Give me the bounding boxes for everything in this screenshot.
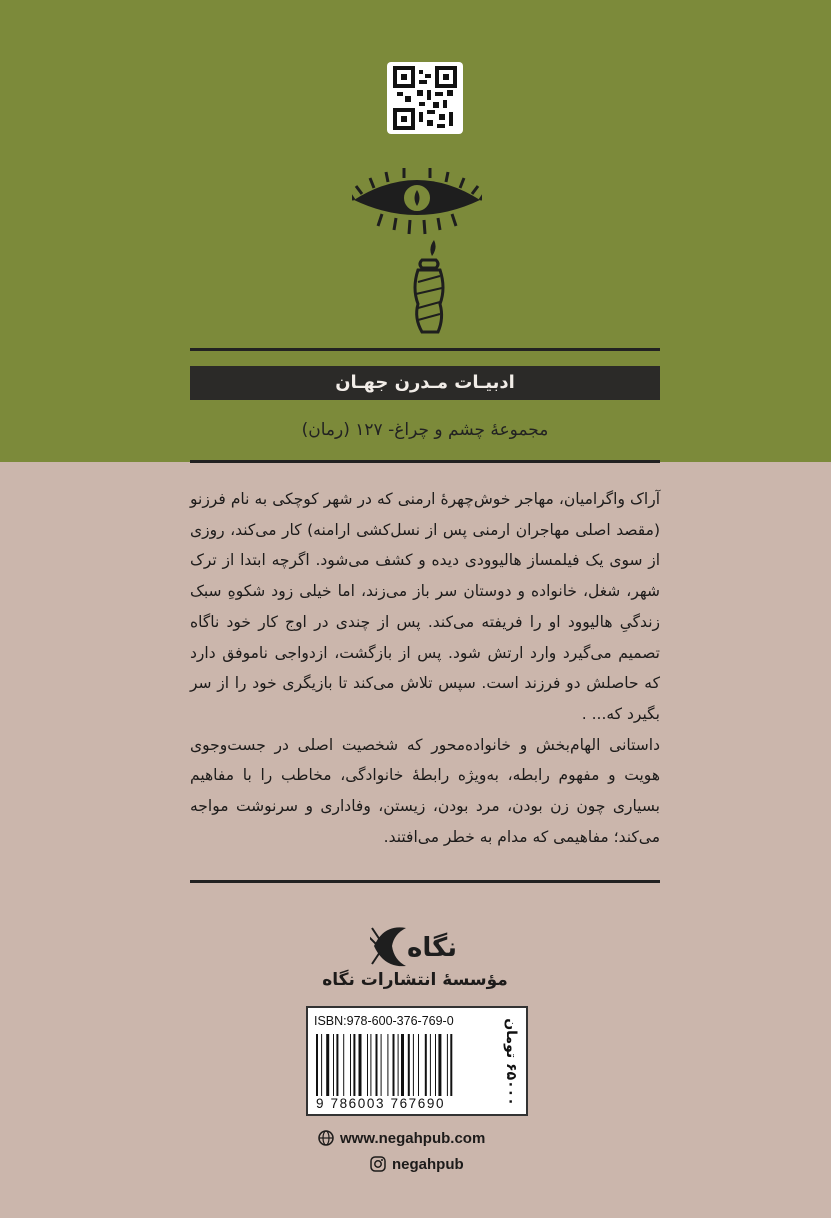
publisher-logo [370,918,466,974]
globe-icon [318,1130,334,1146]
barcode-bar [430,1034,431,1096]
barcode-bar [381,1034,382,1096]
barcode-bar [438,1034,441,1096]
publisher-name: مؤسسهٔ انتشارات نگاه [322,970,508,990]
publisher-logo-word: نگاه [407,933,457,963]
qr-code [387,62,463,134]
blurb-paragraph: داستانی الهام‌بخش و خانواده‌محور که شخصیت اصلی در جست‌وجوی هویت و مفهوم رابطه، به‌ویژه رابطهٔ خانوادگی، مخاطب را با مفاهیم بسیاری چون زن بودن، مرد بودن، زیستن، وفاداری و سرنوشت مواجه می‌کند؛ مفاهیمی که مدام به خطر می‌افتند. [190,735,660,846]
barcode-bar [336,1034,338,1096]
instagram-handle[interactable]: negahpub [392,1155,464,1173]
barcode-bar [326,1034,329,1096]
barcode-bar [413,1034,414,1096]
collection-label: مجموعهٔ چشم و چراغ- ۱۲۷ (رمان) [301,420,549,440]
isbn-digits: 9 786003 767690 [316,1096,446,1111]
barcode-bar [370,1034,371,1096]
price-label: ۶۵۰۰۰ تومان [503,1018,519,1106]
bottom-divider [190,880,660,883]
barcode-bar [321,1034,322,1096]
barcode-bar [387,1034,388,1096]
mid-divider [190,460,660,463]
barcode-bar [393,1034,395,1096]
isbn-label: ISBN:978-600-376-769-0 [314,1014,454,1028]
blurb-paragraph: آراک واگرامیان، مهاجر خوش‌چهرهٔ ارمنی که در شهر کوچکی به نام فرزنو (مقصد اصلی مهاجران ارمنی پس از نسل‌کشی ارامنه) کار می‌کند، روزی از سوی یک فیلمساز هالیوودی دیده و کشف می‌شود. اگرچه ابتدا از ترک شهر، شغل، خانواده و دوستان سر باز می‌زند، اما خیلی زود شکوهِ سبک زندگیِ هالیوود او را فریفته می‌کند. پس از چندی در اوج کار خود ناگاه تصمیم می‌گیرد وارد ارتش شود. پس از بازگشت، ازدواجی ناموفق دارد که حاصلش دو فرزند است. سپس تلاش می‌کند تا بازیگری خود را از سر بگیرد که... . [190,490,660,723]
barcode [316,1034,494,1096]
eye-lamp-emblem [352,168,482,338]
barcode-bar [343,1034,344,1096]
barcode-bar [418,1034,419,1096]
barcode-bar [398,1034,399,1096]
barcode-bar [350,1034,351,1096]
barcode-bar [450,1034,452,1096]
top-divider [190,348,660,351]
barcode-bar [333,1034,334,1096]
series-title: ادبیـات مـدرن جهـان [190,366,660,400]
barcode-bar [359,1034,362,1096]
website-link[interactable]: www.negahpub.com [340,1129,486,1147]
barcode-bar [401,1034,404,1096]
barcode-bar [425,1034,427,1096]
barcode-bar [408,1034,410,1096]
instagram-icon [370,1156,386,1172]
barcode-bar [353,1034,355,1096]
barcode-bar [376,1034,378,1096]
barcode-bar [447,1034,448,1096]
website-row[interactable] [318,1126,485,1150]
barcode-bar [316,1034,318,1096]
book-blurb [190,484,660,852]
barcode-bar [367,1034,368,1096]
barcode-bar [435,1034,436,1096]
instagram-row[interactable] [370,1152,464,1176]
